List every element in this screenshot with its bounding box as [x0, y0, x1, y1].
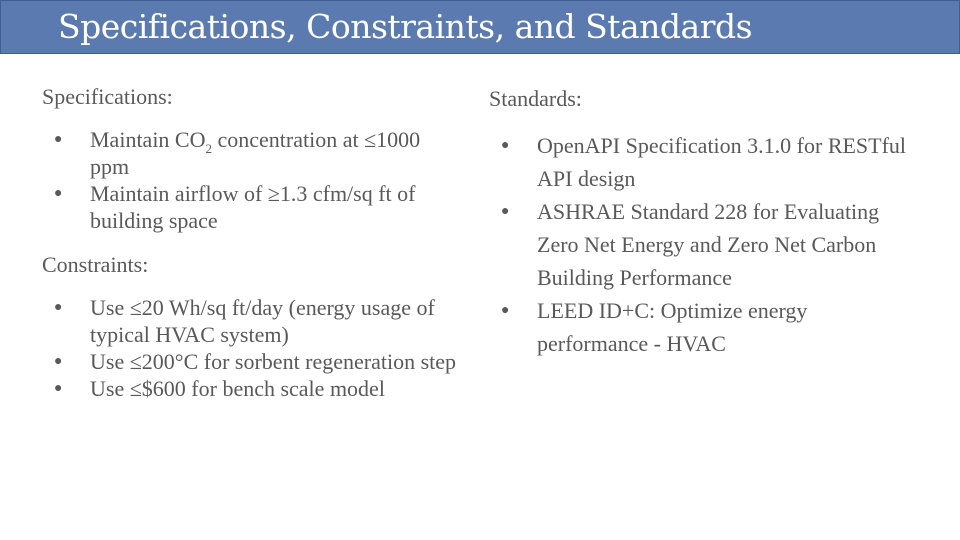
specifications-list — [42, 126, 462, 234]
title-bar — [0, 0, 960, 54]
list-item — [489, 129, 909, 195]
list-item-text: OpenAPI Specification 3.1.0 for RESTful API design — [537, 133, 907, 191]
bullet-icon: ● — [501, 204, 510, 219]
list-item-text: Use ≤$600 for bench scale model — [90, 376, 385, 401]
left-column — [42, 83, 462, 402]
list-item-text: Maintain airflow of ≥1.3 cfm/sq ft of building space — [90, 181, 416, 233]
subscript: 2 — [205, 141, 212, 156]
list-item — [489, 294, 909, 360]
bullet-icon: ● — [501, 303, 510, 318]
list-item — [42, 126, 462, 180]
list-item — [42, 348, 462, 375]
list-item — [42, 375, 462, 402]
list-item-text: Use ≤200°C for sorbent regeneration step — [90, 349, 457, 374]
list-item — [489, 195, 909, 294]
list-item-text: LEED ID+C: Optimize energy performance - HVAC — [537, 298, 808, 356]
list-item — [42, 180, 462, 234]
list-item-text: Maintain $CO_2$ concentration at ≤1000 ppm — [90, 127, 421, 179]
slide-title: Specifications, Constraints, and Standards — [58, 7, 753, 46]
right-column — [489, 85, 909, 360]
specifications-heading: Specifications: — [42, 84, 173, 109]
list-item-text: ASHRAE Standard 228 for Evaluating Zero Net Energy and Zero Net Carbon Building Performance — [537, 199, 880, 290]
standards-heading: Standards: — [489, 86, 582, 111]
bullet-icon: ● — [54, 132, 63, 147]
list-item-text: Use ≤20 Wh/sq ft/day (energy usage of typical HVAC system) — [90, 295, 435, 347]
bullet-icon: ● — [54, 354, 63, 369]
bullet-icon: ● — [54, 300, 63, 315]
bullet-icon: ● — [54, 381, 63, 396]
standards-list — [489, 129, 909, 360]
list-item — [42, 294, 462, 348]
constraints-list — [42, 294, 462, 402]
constraints-heading: Constraints: — [42, 252, 149, 277]
bullet-icon: ● — [54, 186, 63, 201]
bullet-icon: ● — [501, 138, 510, 153]
